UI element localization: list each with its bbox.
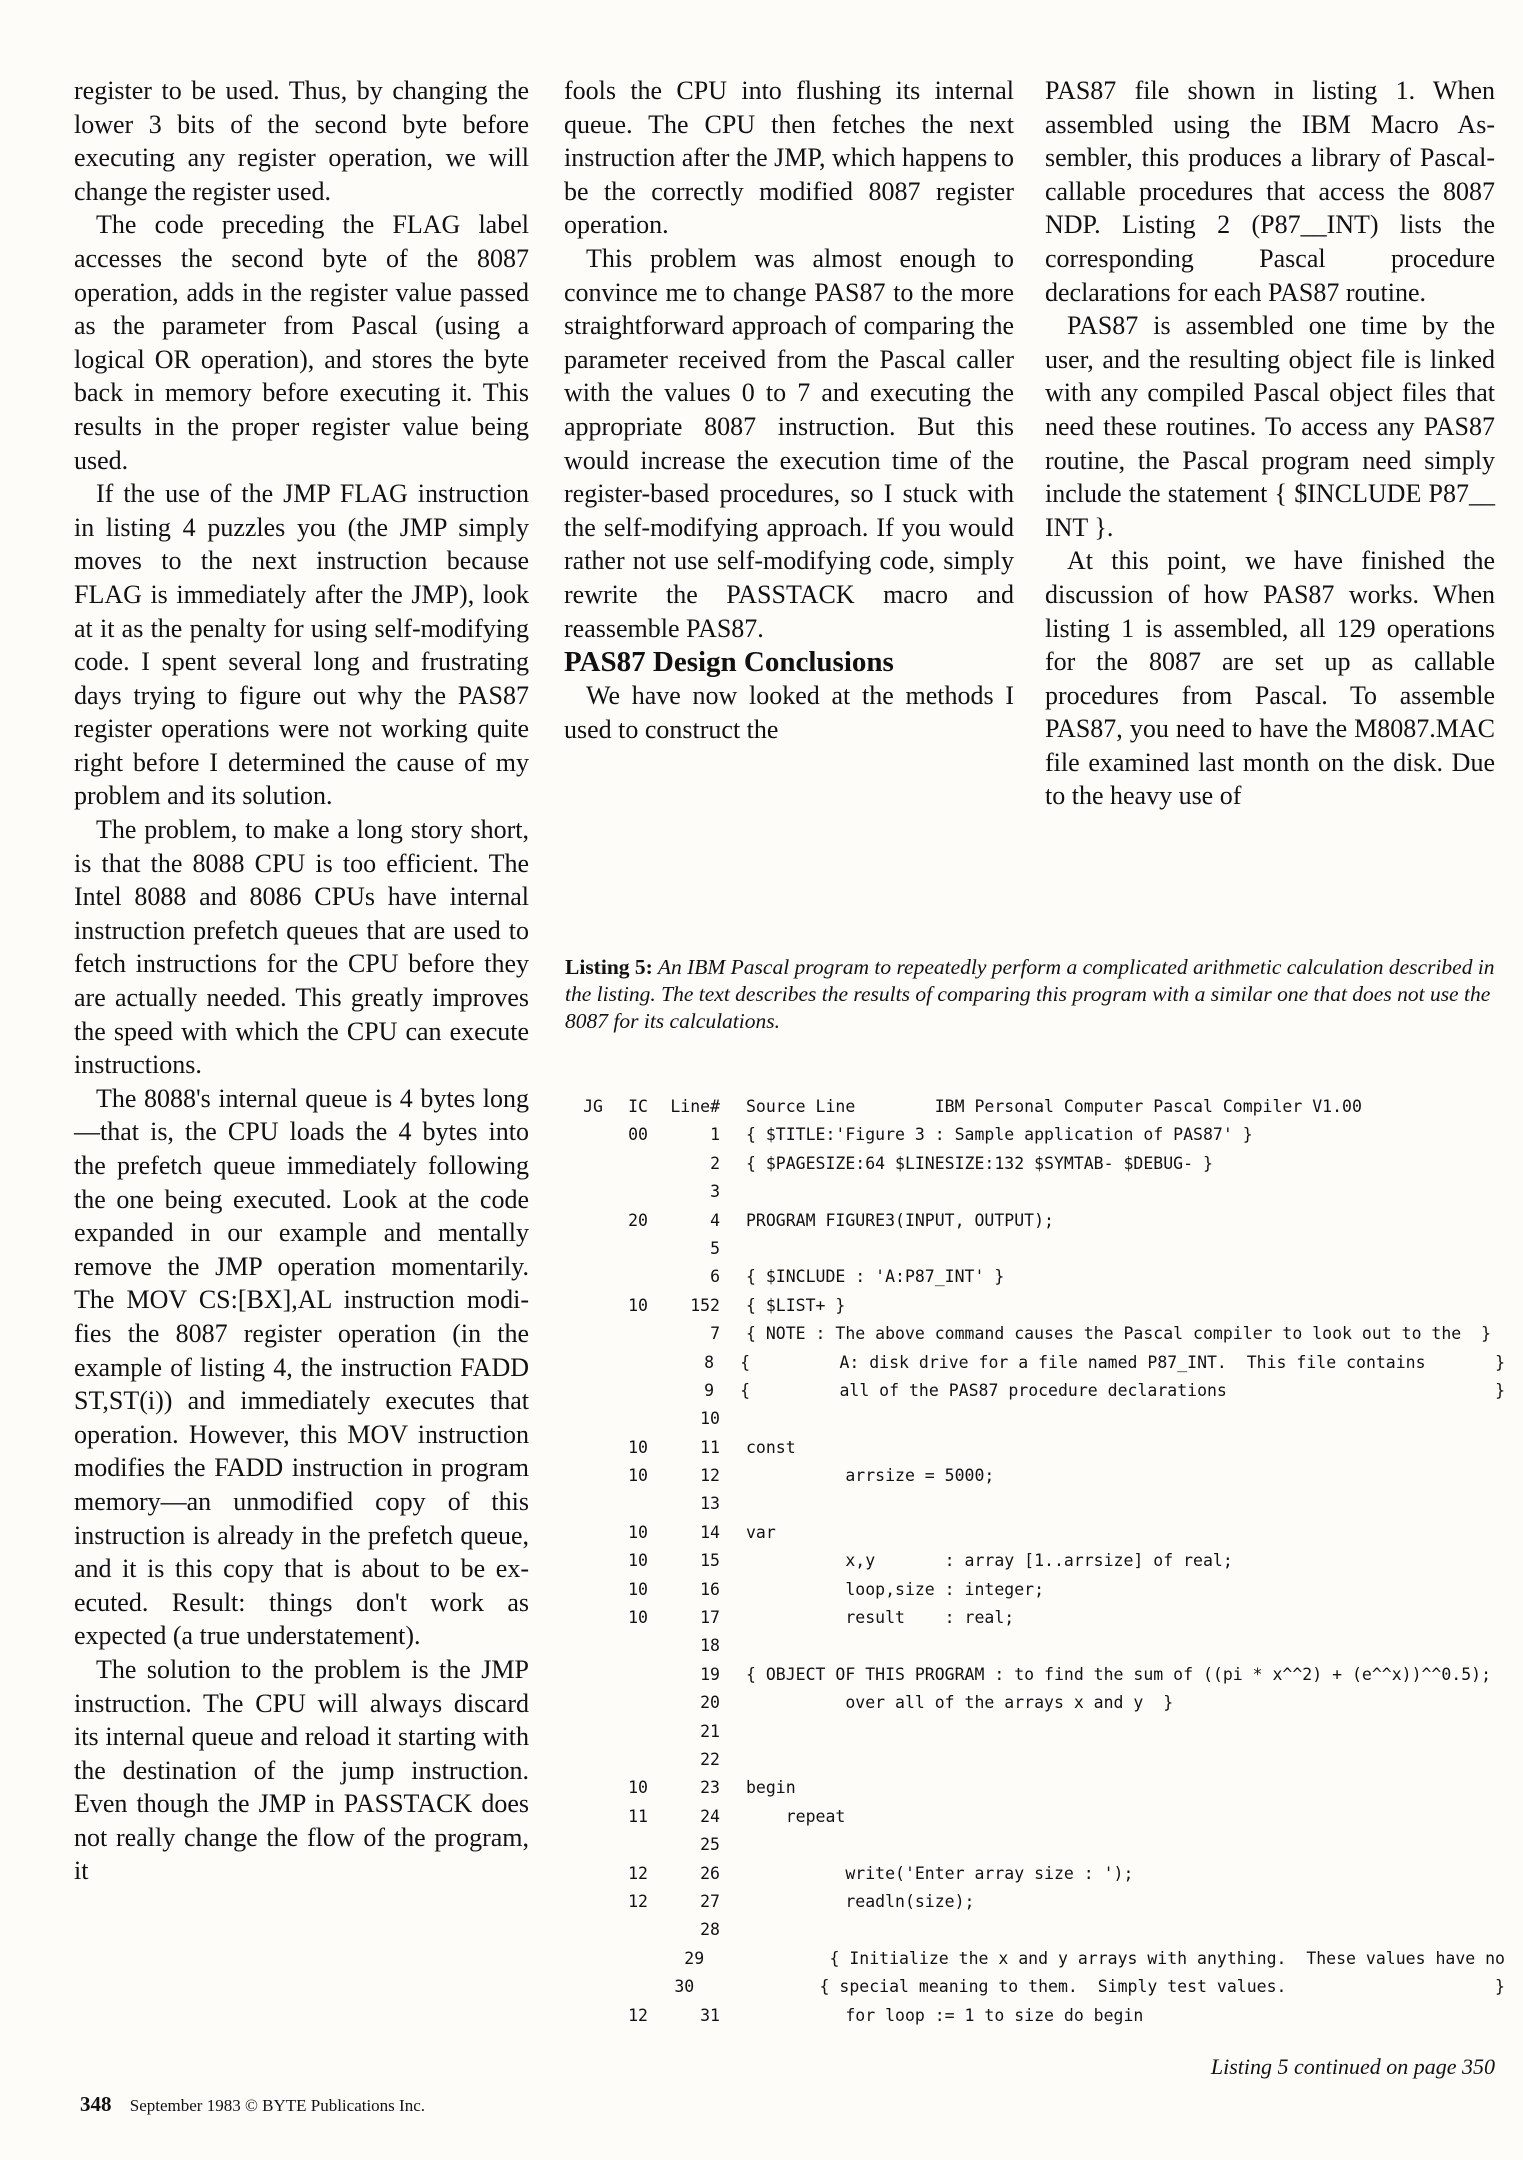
listing-source: { OBJECT OF THIS PROGRAM : to find the sum of ((pi * x^^2) + (e^^x))^^0.5); (746, 1664, 1492, 1684)
listing-jg (570, 1916, 603, 1944)
listing-ic (603, 1689, 648, 1717)
listing-source: readln(size); (746, 1891, 975, 1911)
listing-row (570, 1377, 1505, 1405)
listing-ic: 10 (628, 1466, 648, 1486)
listing-jg (570, 1860, 603, 1888)
listing-source: { $LIST+ } (746, 1295, 846, 1315)
listing-ic (603, 1405, 648, 1433)
listing-source: arrsize = 5000; (746, 1466, 995, 1486)
listing-row (570, 1235, 1505, 1263)
listing-jg: JG (583, 1097, 603, 1116)
listing-source: PROGRAM FIGURE3(INPUT, OUTPUT); (746, 1210, 1054, 1230)
listing-row (570, 1831, 1505, 1859)
listing-line-number: 18 (700, 1636, 720, 1656)
listing-jg (570, 1576, 603, 1604)
listing-row (570, 1178, 1505, 1206)
listing-row (570, 1604, 1505, 1632)
listing-ic: 10 (628, 1522, 648, 1542)
listing-source: { $PAGESIZE:64 $LINESIZE:132 $SYMTAB- $DEBUG- } (746, 1153, 1213, 1173)
listing-source (720, 1405, 1505, 1433)
listing-jg (570, 1434, 603, 1462)
listing-source: { all of the PAS87 procedure declarations } (740, 1380, 1506, 1400)
listing-jg (570, 1746, 603, 1774)
listing-jg (570, 1888, 603, 1916)
listing-line-number: 26 (700, 1863, 720, 1883)
listing-row (570, 1576, 1505, 1604)
listing-jg (570, 1178, 603, 1206)
listing-line-number: 2 (710, 1153, 720, 1173)
listing-line-number: 16 (700, 1579, 720, 1599)
listing-source: { Initialize the x and y arrays with anything. These values have no (730, 1948, 1505, 1968)
listing-source: { A: disk drive for a file named P87_INT. This file contains } (740, 1352, 1506, 1372)
listing-ic (603, 1320, 648, 1348)
listing-jg (570, 1604, 603, 1632)
listing-ic (603, 1490, 648, 1518)
page-number: 348 (80, 2092, 112, 2116)
listing-line-number: 15 (700, 1551, 720, 1571)
listing-line-number: 31 (700, 2005, 720, 2025)
listing-ic: 10 (628, 1579, 648, 1599)
listing-jg (570, 1349, 602, 1377)
listing-line-number: 21 (700, 1721, 720, 1741)
paragraph: We have now looked at the methods I used to construct the (564, 681, 1014, 744)
listing-row (570, 1093, 1505, 1121)
listing-line-number: 27 (700, 1891, 720, 1911)
listing-source: { special meaning to them. Simply test values. } (720, 1977, 1505, 1997)
listing-line-number: 19 (700, 1664, 720, 1684)
listing-ic: 12 (628, 2005, 648, 2025)
listing-line-number: 14 (700, 1522, 720, 1542)
paragraph: The 8088's internal queue is 4 bytes long—that is, the CPU loads the 4 bytes into the prefetch queue immediately following the one being executed. Look at the code expanded in our example and mentally remove the JMP operation momentarily. The MOV CS:[BX],AL instruction modifies the 8087 register operation (in the example of listing 4, the instruction FADD ST,ST(i)) and immediately executes that operation. However, this MOV instruction modifies the FADD instruction in program memory—an unmodified copy of this instruction is already in the prefetch queue, and it is this copy that is about to be executed. Result: things don't work as expected (a true understatement). (74, 1083, 529, 1651)
listing-row (570, 1803, 1505, 1831)
listing-ic (603, 1632, 648, 1660)
listing-row (570, 1405, 1505, 1433)
listing-row (570, 2002, 1505, 2030)
listing-line-number: 12 (700, 1466, 720, 1486)
listing-ic: 11 (628, 1806, 648, 1826)
paragraph: PAS87 file shown in listing 1. When assembled using the IBM Macro Assembler, this produces a library of Pascal-callable procedures that access the 8087 NDP. Listing 2 (P87__INT) lists the corresponding Pascal procedure declarations for each PAS87 routine. (1045, 76, 1495, 307)
listing-jg (570, 1405, 603, 1433)
listing-ic (603, 1718, 648, 1746)
listing-source: begin (746, 1778, 796, 1798)
paragraph: This problem was almost enough to convince me to change PAS87 to the more straightforward approach of comparing the parameter received from the Pascal caller with the values 0 to 7 and executing the appropriate 8087 instruction. But this would increase the execution time of the register-based procedures, so I stuck with the self-modifying approach. If you would rather not use self-modifying code, simply rewrite the PASSTACK macro and reassemble PAS87. (564, 243, 1014, 643)
listing-ic: 10 (628, 1295, 648, 1315)
listing-jg (570, 1320, 603, 1348)
listing-jg (570, 1718, 603, 1746)
page-footer (80, 2092, 425, 2117)
listing-line-number: 11 (700, 1437, 720, 1457)
listing-ic (603, 1746, 648, 1774)
listing-row (570, 1661, 1505, 1689)
listing-ic: 12 (628, 1863, 648, 1883)
listing-source: { $TITLE:'Figure 3 : Sample application of PAS87' } (746, 1125, 1253, 1145)
listing-jg (570, 1632, 603, 1660)
listing-jg (570, 1831, 603, 1859)
listing-source (720, 1831, 1505, 1859)
listing-line-number: 20 (700, 1693, 720, 1713)
listing-row (570, 1916, 1505, 1944)
listing-ic: 00 (628, 1125, 648, 1145)
text-column-3 (1045, 74, 1495, 813)
listing-jg (570, 1121, 603, 1149)
paragraph: register to be used. Thus, by changing the lower 3 bits of the second byte before executing any register operation, we will change the register used. (74, 76, 529, 206)
listing-jg (570, 1263, 603, 1291)
listing-line-number: 5 (710, 1238, 720, 1258)
listing-jg (570, 1150, 603, 1178)
listing-jg (570, 1292, 603, 1320)
listing-row (570, 1689, 1505, 1717)
listing-source: const (746, 1437, 796, 1457)
listing-ic (602, 1349, 645, 1377)
listing-ic (603, 1661, 648, 1689)
listing-line-number: 10 (700, 1409, 720, 1429)
listing-source (720, 1746, 1505, 1774)
paragraph: At this point, we have finished the discussion of how PAS87 works. When listing 1 is assembled, all 129 operations for the 8087 are set up as callable procedures from Pascal. To assemble PAS87, you need to have the M8087.MAC file examined last month on the disk. Due to the heavy use of (1045, 546, 1495, 811)
listing-source: over all of the arrays x and y } (746, 1693, 1174, 1713)
listing-row (570, 1519, 1505, 1547)
listing-ic (603, 1178, 648, 1206)
listing-line-number: 6 (710, 1267, 720, 1287)
listing-source: { NOTE : The above command causes the Pascal compiler to look out to the } (746, 1324, 1492, 1344)
listing-row (570, 1121, 1505, 1149)
listing-ic: 10 (628, 1608, 648, 1628)
listing-row (570, 1774, 1505, 1802)
listing-source: { $INCLUDE : 'A:P87_INT' } (746, 1267, 1005, 1287)
paragraph: The problem, to make a long story short, is that the 8088 CPU is too efficient. The Intel 8088 and 8086 CPUs have internal instruction prefetch queues that are used to fetch instructions for the CPU before they are actually needed. This greatly improves the speed with which the CPU can execute instructions. (74, 815, 529, 1080)
listing-line-number: Line# (670, 1097, 720, 1116)
listing-jg (570, 1490, 603, 1518)
listing-ic (603, 1916, 648, 1944)
listing-line-number: 9 (704, 1380, 715, 1400)
listing-ic: IC (628, 1097, 648, 1116)
listing-jg (570, 1774, 603, 1802)
listing-source: write('Enter array size : '); (746, 1863, 1134, 1883)
listing-line-number: 3 (710, 1182, 720, 1202)
listing-row (570, 1547, 1505, 1575)
listing-line-number: 25 (700, 1835, 720, 1855)
listing-source (720, 1632, 1505, 1660)
paragraph: PAS87 is assembled one time by the user, and the resulting object file is linked with any compiled Pascal object files that need these routines. To access any PAS87 routine, the Pascal program need simply include the statement { $INCLUDE P87__ INT }. (1045, 311, 1495, 542)
listing-source: x,y : array [1..arrsize] of real; (746, 1551, 1233, 1571)
listing-line-number: 4 (710, 1210, 720, 1230)
listing-source: Source Line IBM Personal Computer Pascal Compiler V1.00 (746, 1097, 1362, 1116)
listing-jg (570, 1661, 603, 1689)
listing-source: result : real; (746, 1608, 1015, 1628)
listing-line-number: 17 (700, 1608, 720, 1628)
listing-line-number: 24 (700, 1806, 720, 1826)
listing-line-number: 30 (674, 1977, 695, 1997)
listing-row (570, 1945, 1505, 1973)
listing-jg (570, 1377, 602, 1405)
listing-jg (570, 1945, 600, 1973)
listing-ic: 10 (628, 1551, 648, 1571)
listing-jg (570, 1462, 603, 1490)
listing-jg (570, 1519, 603, 1547)
listing-row (570, 1888, 1505, 1916)
listing-row (570, 1263, 1505, 1291)
listing-line-number: 29 (684, 1948, 705, 1968)
listing-row (570, 1349, 1505, 1377)
listing-row (570, 1150, 1505, 1178)
listing-jg (570, 2002, 603, 2030)
listing-line-number: 7 (710, 1324, 720, 1344)
listing-line-number: 23 (700, 1778, 720, 1798)
listing-ic: 10 (628, 1778, 648, 1798)
listing-jg (570, 1235, 603, 1263)
listing-ic: 12 (628, 1891, 648, 1911)
listing-row (570, 1746, 1505, 1774)
listing-source: repeat (746, 1806, 846, 1826)
listing-source: loop,size : integer; (746, 1579, 1045, 1599)
text-column-2 (564, 74, 1014, 746)
section-heading: PAS87 Design Conclusions (564, 646, 894, 679)
paragraph: The solution to the problem is the JMP instruction. The CPU will always discard its internal queue and reload it starting with the destination of the jump instruction. Even though the JMP in PASSTACK does not really change the flow of the program, it (74, 1654, 529, 1886)
listing-ic (600, 1945, 640, 1973)
listing-jg (570, 1547, 603, 1575)
listing-row (570, 1434, 1505, 1462)
listing-ic: 20 (628, 1210, 648, 1230)
caption-text: An IBM Pascal program to repeatedly perform a complicated arithmetic calculation described in the listing. The text describes the results of comparing this program with a similar one that does not use the 8087 for its calculations. (565, 955, 1495, 1033)
listing-ic (602, 1377, 645, 1405)
listing-caption (565, 954, 1497, 1035)
listing-source: for loop := 1 to size do begin (746, 2005, 1144, 2025)
caption-label: Listing 5: (565, 955, 653, 979)
listing-jg (570, 1803, 603, 1831)
listing-ic (597, 1973, 634, 2001)
listing-row (570, 1860, 1505, 1888)
listing-source (720, 1235, 1505, 1263)
listing-row (570, 1462, 1505, 1490)
paragraph: fools the CPU into flushing its internal queue. The CPU then fetches the next instruction after the JMP, which happens to be the correctly modified 8087 register operation. (564, 76, 1014, 240)
listing-line-number: 22 (700, 1749, 720, 1769)
listing-source (720, 1178, 1505, 1206)
listing-ic (603, 1263, 648, 1291)
listing-jg (570, 1973, 597, 2001)
continued-note: Listing 5 continued on page 350 (1210, 2054, 1495, 2079)
listing-line-number: 1 (710, 1125, 720, 1145)
listing-ic: 10 (628, 1437, 648, 1457)
listing-row (570, 1292, 1505, 1320)
listing-ic (603, 1235, 648, 1263)
listing-source (720, 1718, 1505, 1746)
listing-source: var (746, 1522, 776, 1542)
listing-row (570, 1718, 1505, 1746)
listing-jg (570, 1689, 603, 1717)
listing-line-number: 28 (700, 1920, 720, 1940)
paragraph: The code preceding the FLAG label accesses the second byte of the 8087 operation, adds in the register value passed as the parameter from Pascal (using a logical OR operation), and stores the byte back in memory before executing it. This results in the proper register value being used. (74, 210, 529, 475)
listing-row (570, 1207, 1505, 1235)
listing-source (720, 1916, 1505, 1944)
text-column-1 (74, 74, 529, 1888)
paragraph: If the use of the JMP FLAG instruction in listing 4 puzzles you (the JMP simply moves to the next instruction because FLAG is immediately after the JMP), look at it as the penalty for using self-modifying code. I spent several long and frustrating days trying to figure out why the PAS87 register operations were not working quite right before I determined the cause of my problem and its solution. (74, 479, 529, 811)
listing-line-number: 152 (690, 1295, 720, 1315)
footer-text: September 1983 © BYTE Publications Inc. (129, 2096, 426, 2115)
listing-ic (603, 1831, 648, 1859)
listing-line-number: 8 (704, 1352, 715, 1372)
listing-line-number: 13 (700, 1494, 720, 1514)
listing-row (570, 1632, 1505, 1660)
listing-jg (570, 1207, 603, 1235)
listing-row (570, 1973, 1505, 2001)
listing-row (570, 1490, 1505, 1518)
code-listing (570, 1093, 1505, 2030)
listing-source (720, 1490, 1505, 1518)
listing-row (570, 1320, 1505, 1348)
listing-ic (603, 1150, 648, 1178)
